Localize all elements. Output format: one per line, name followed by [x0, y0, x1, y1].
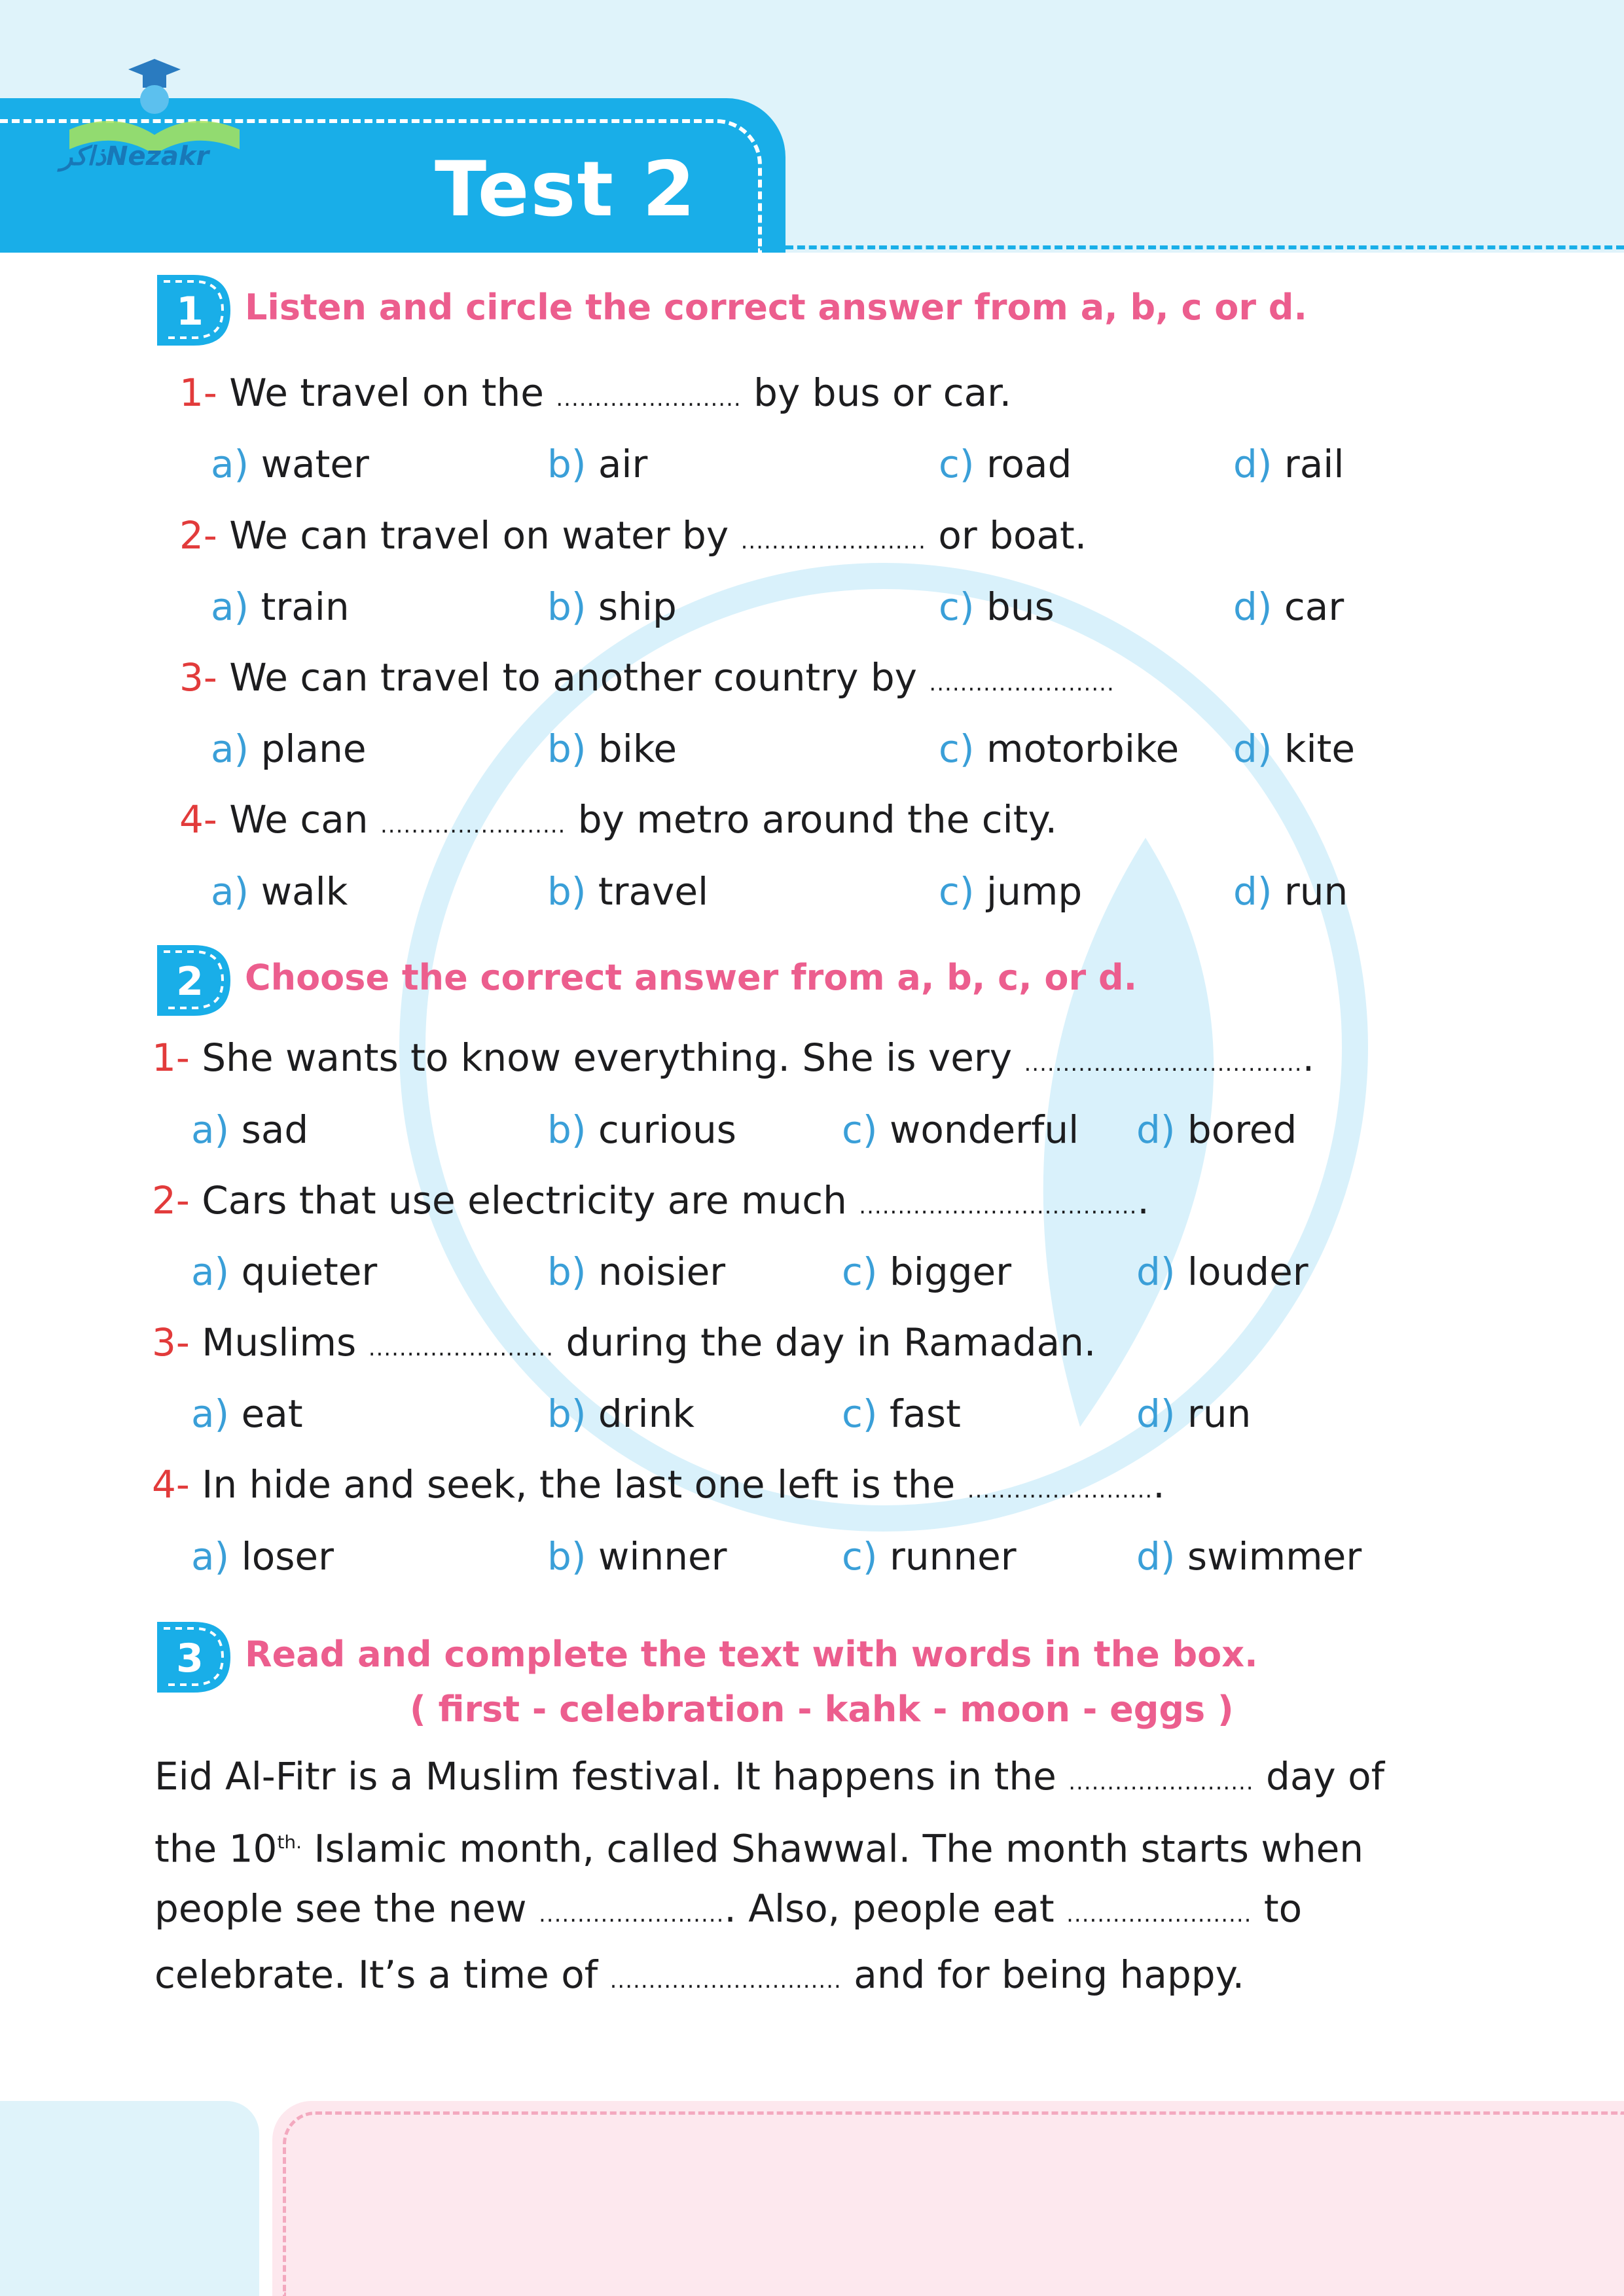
question-2-2: 2- Cars that use electricity are much .....................................	[152, 1178, 1149, 1223]
section-title: Read and complete the text with words in the box.	[245, 1634, 1258, 1675]
page-title: Test 2	[435, 145, 696, 234]
section-number: 2	[176, 959, 204, 1005]
blank[interactable]: ........................	[1066, 1901, 1252, 1928]
option-c[interactable]: c) road	[939, 442, 1072, 486]
section-number: 3	[176, 1636, 204, 1681]
blank[interactable]: ..............................	[609, 1967, 842, 1994]
section-number: 1	[176, 289, 204, 334]
section-title: Listen and circle the correct answer from a, b, c or d.	[245, 287, 1307, 328]
question-1-2: 2- We can travel on water by ........................ or boat.	[179, 513, 1087, 558]
option-b[interactable]: b) winner	[547, 1534, 727, 1579]
section-number-badge	[154, 1619, 233, 1695]
option-d[interactable]: d) louder	[1136, 1249, 1308, 1294]
option-c[interactable]: c) motorbike	[939, 726, 1180, 771]
word-box: ( first - celebration - kahk - moon - eggs )	[410, 1689, 1234, 1730]
option-d[interactable]: d) kite	[1233, 726, 1356, 771]
blank[interactable]: ........................	[539, 1901, 725, 1928]
option-c[interactable]: c) fast	[842, 1391, 961, 1436]
option-c[interactable]: c) bus	[939, 584, 1055, 629]
option-b[interactable]: b) air	[547, 442, 648, 486]
header-divider	[785, 245, 1624, 249]
option-a[interactable]: a) loser	[191, 1534, 334, 1579]
option-c[interactable]: c) wonderful	[842, 1107, 1079, 1152]
option-b[interactable]: b) curious	[547, 1107, 736, 1152]
question-1-3: 3- We can travel to another country by ........................	[179, 655, 1115, 700]
footer-panel-border	[283, 2111, 1624, 2296]
question-2-4: 4- In hide and seek, the last one left is the .........................	[152, 1462, 1165, 1507]
reading-text: Eid Al-Fitr is a Muslim festival. It happens in the ........................ day of the $10^{th.}$ Islamic month, called Shawwal. The month starts when people see the new ......................... Also, people eat ........................ to celebrate. It’s a time of .............................. and for being happy.	[154, 1754, 1385, 1998]
option-c[interactable]: c) bigger	[842, 1249, 1012, 1294]
option-a[interactable]: a) sad	[191, 1107, 309, 1152]
section-number-badge	[154, 272, 233, 348]
question-2-3: 3- Muslims ........................ during the day in Ramadan.	[152, 1320, 1096, 1365]
section-number-badge	[154, 942, 233, 1018]
section-title: Choose the correct answer from a, b, c, or d.	[245, 957, 1138, 998]
question-2-1: 1- She wants to know everything. She is very .....................................	[152, 1035, 1314, 1080]
option-d[interactable]: d) rail	[1233, 442, 1344, 486]
option-c[interactable]: c) runner	[842, 1534, 1017, 1579]
option-d[interactable]: d) swimmer	[1136, 1534, 1362, 1579]
option-a[interactable]: a) quieter	[191, 1249, 378, 1294]
option-a[interactable]: a) train	[211, 584, 350, 629]
option-b[interactable]: b) drink	[547, 1391, 695, 1436]
option-b[interactable]: b) noisier	[547, 1249, 726, 1294]
option-b[interactable]: b) bike	[547, 726, 677, 771]
option-b[interactable]: b) ship	[547, 584, 677, 629]
question-1-4: 4- We can ........................ by metro around the city.	[179, 797, 1058, 842]
option-a[interactable]: a) eat	[191, 1391, 303, 1436]
option-a[interactable]: a) plane	[211, 726, 367, 771]
option-d[interactable]: d) run	[1136, 1391, 1252, 1436]
footer-panel-left	[0, 2101, 259, 2296]
logo-text: ذاكرNezakr	[60, 141, 209, 171]
option-b[interactable]: b) travel	[547, 869, 709, 914]
option-c[interactable]: c) jump	[939, 869, 1083, 914]
option-d[interactable]: d) car	[1233, 584, 1344, 629]
option-a[interactable]: a) walk	[211, 869, 348, 914]
question-1-1: 1- We travel on the ........................ by bus or car.	[179, 370, 1012, 415]
option-d[interactable]: d) run	[1233, 869, 1348, 914]
option-d[interactable]: d) bored	[1136, 1107, 1297, 1152]
blank[interactable]: ........................	[1068, 1769, 1254, 1795]
option-a[interactable]: a) water	[211, 442, 369, 486]
